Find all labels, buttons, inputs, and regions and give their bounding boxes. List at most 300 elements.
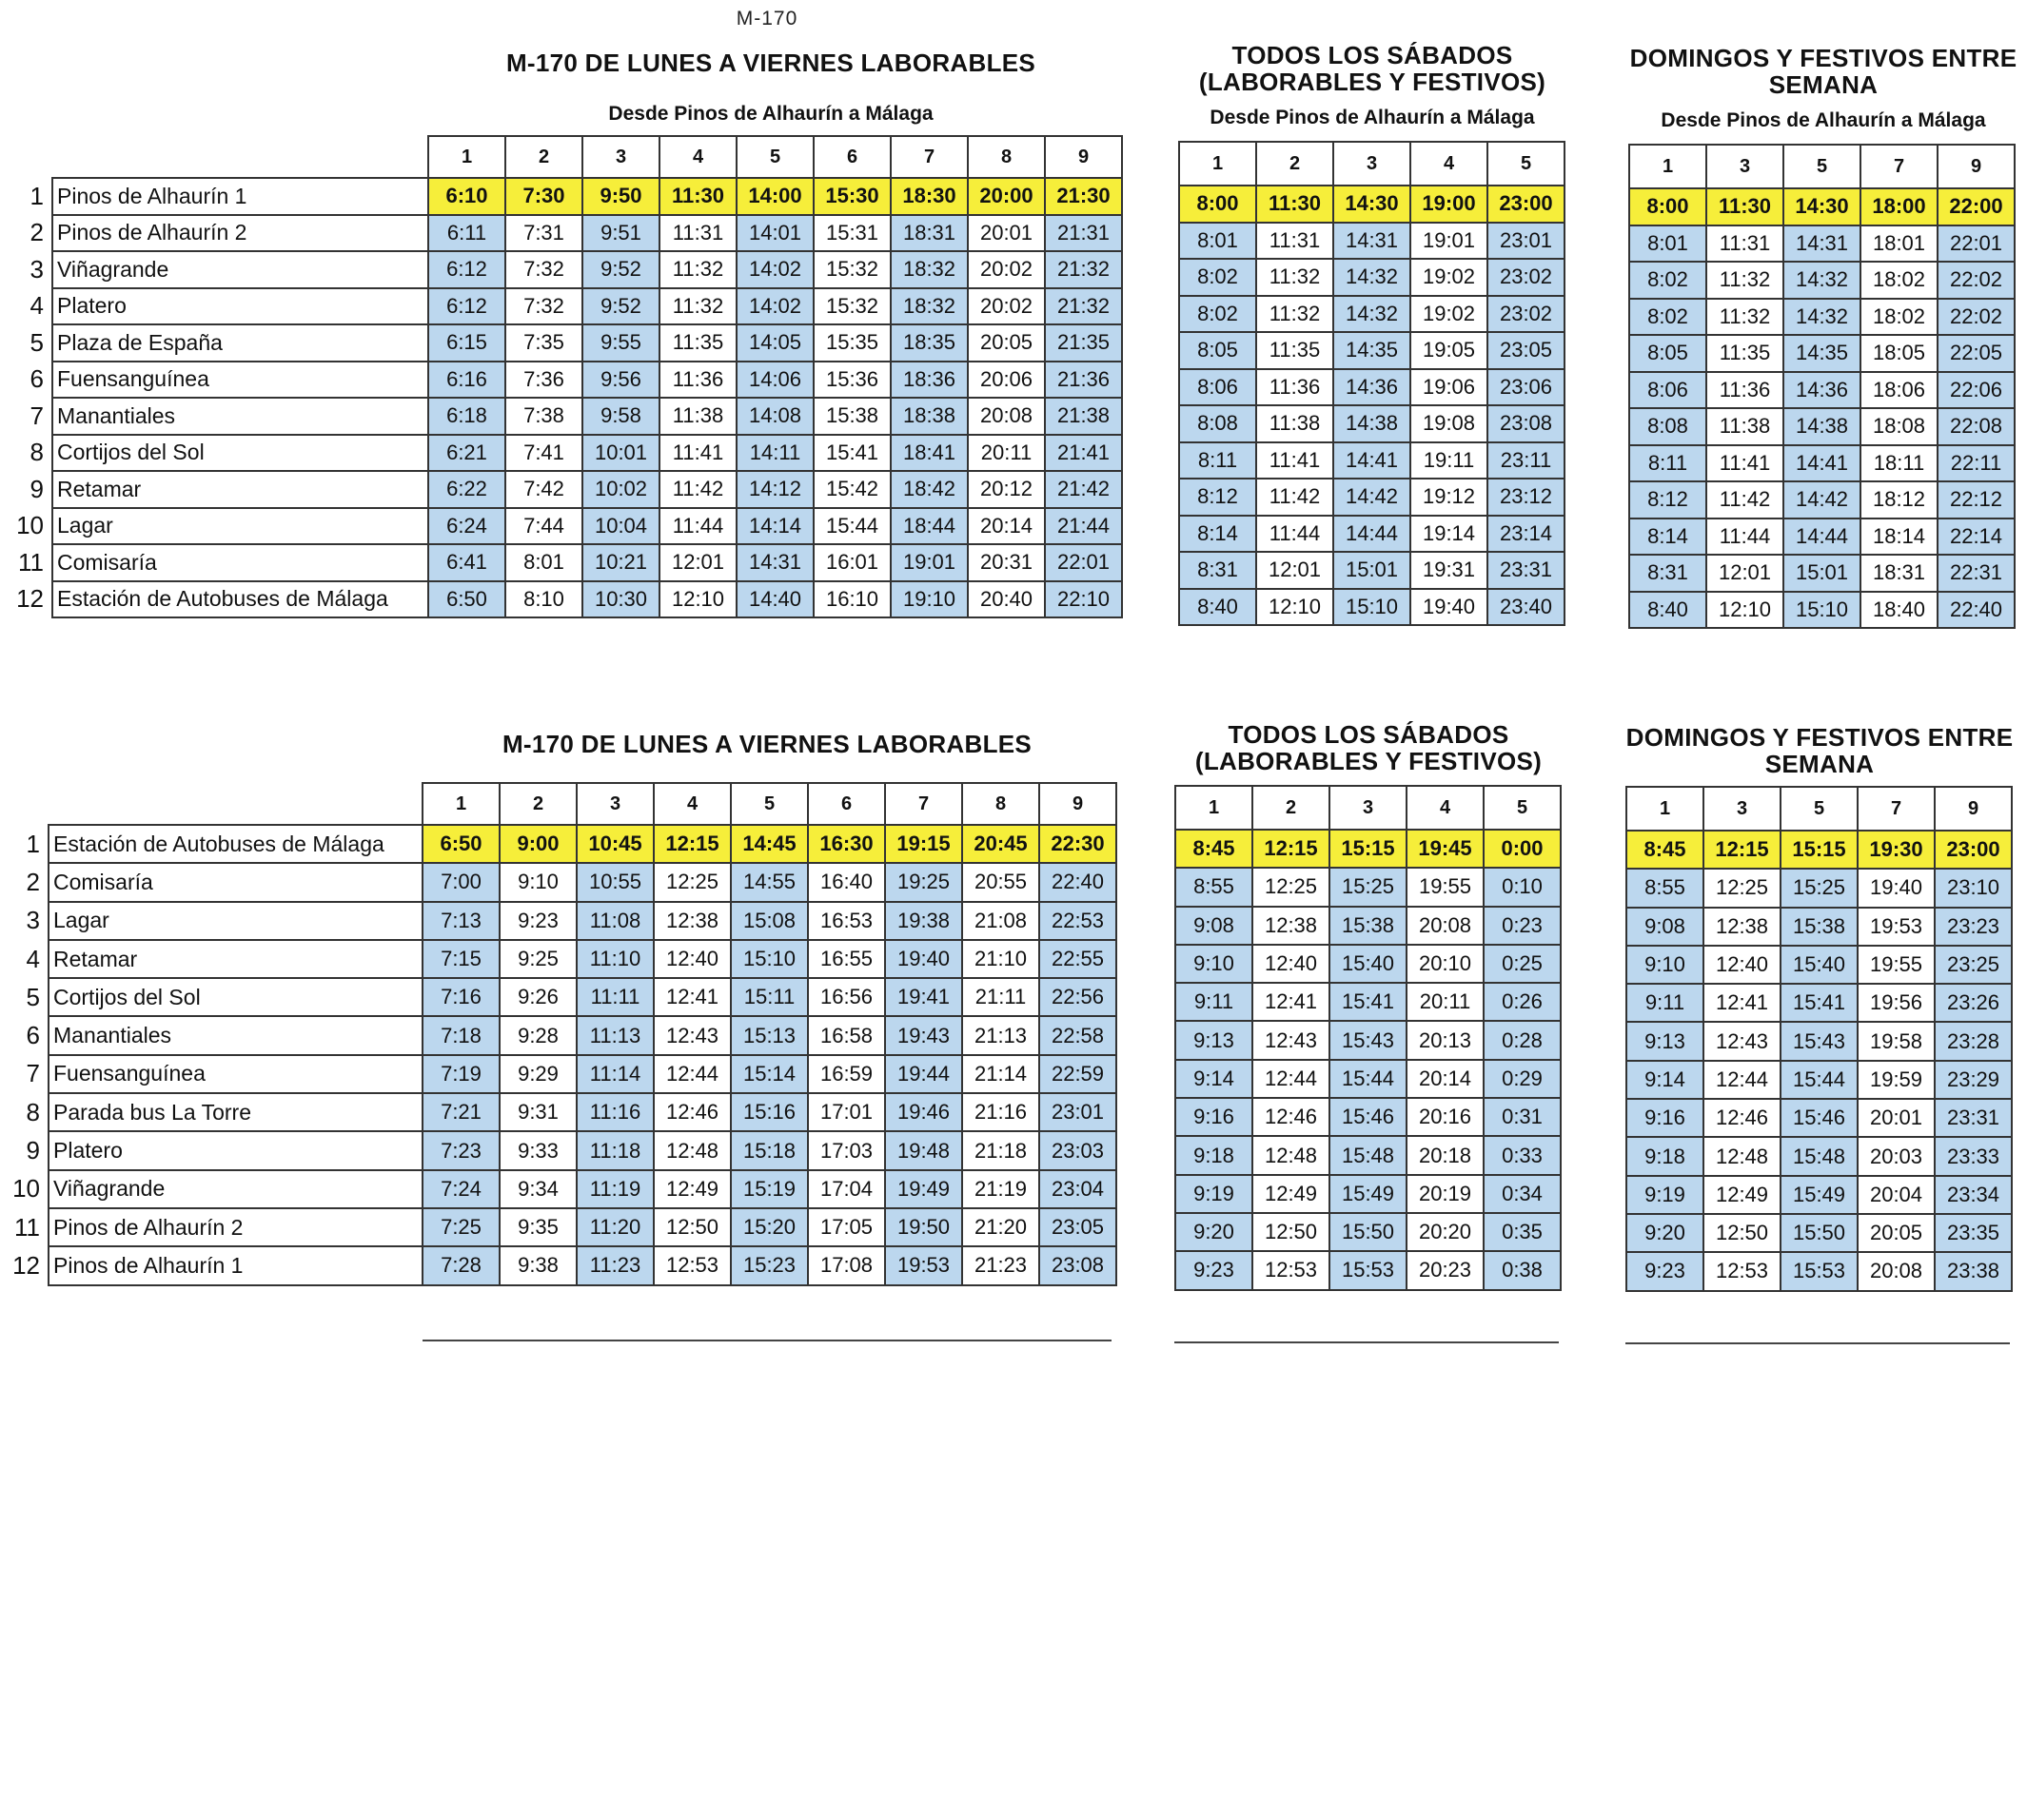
- departure-time: 19:15: [885, 825, 962, 863]
- departure-time: 20:03: [1858, 1137, 1935, 1175]
- departure-time: 11:31: [1256, 223, 1333, 260]
- departure-time: 12:38: [1252, 907, 1329, 945]
- departure-time: 15:42: [814, 471, 891, 508]
- departure-time: 23:05: [1487, 332, 1565, 369]
- departure-time: 17:04: [808, 1170, 885, 1208]
- departure-time: 8:11: [1629, 445, 1706, 482]
- departure-time: 15:49: [1329, 1175, 1407, 1213]
- departure-time: 0:29: [1484, 1060, 1561, 1098]
- departure-time: 19:40: [1858, 869, 1935, 907]
- stop-name: Parada bus La Torre: [49, 1093, 423, 1131]
- stop-number: 9: [30, 474, 44, 503]
- departure-time: 12:43: [1252, 1021, 1329, 1059]
- block-subtitle: Desde Pinos de Alhaurín a Málaga: [1661, 109, 1986, 131]
- departure-time: 9:52: [582, 288, 659, 325]
- title-out-weekday: [428, 49, 1113, 126]
- departure-time: 19:46: [885, 1093, 962, 1131]
- departure-time: 9:50: [582, 178, 659, 215]
- departure-time: 16:40: [808, 863, 885, 901]
- departure-time: 8:40: [1179, 589, 1256, 626]
- departure-time: 23:38: [1935, 1252, 2012, 1290]
- departure-time: 19:58: [1858, 1022, 1935, 1060]
- departure-time: 7:32: [505, 251, 582, 288]
- trip-column-header: 4: [659, 136, 737, 178]
- trip-column-header: 5: [731, 783, 808, 825]
- stop-name: Comisaría: [52, 544, 428, 581]
- stop-number: 8: [26, 1097, 40, 1126]
- departure-time: 19:08: [1410, 405, 1487, 442]
- table-row: [1626, 946, 2012, 984]
- table-row: [10, 178, 1122, 215]
- departure-time: 11:35: [1256, 332, 1333, 369]
- departure-time: 18:42: [891, 471, 968, 508]
- departure-time: 20:23: [1407, 1251, 1484, 1289]
- departure-time: 12:10: [1706, 592, 1783, 629]
- block-title-line2: SEMANA: [1768, 70, 1879, 99]
- departure-time: 11:42: [1706, 481, 1783, 519]
- departure-time: 20:01: [1858, 1099, 1935, 1137]
- departure-time: 15:08: [731, 902, 808, 940]
- departure-time: 19:40: [1410, 589, 1487, 626]
- departure-time: 0:35: [1484, 1213, 1561, 1251]
- departure-time: 23:08: [1487, 405, 1565, 442]
- departure-time: 15:53: [1329, 1251, 1407, 1289]
- departure-time: 21:32: [1045, 288, 1122, 325]
- departure-time: 23:00: [1487, 186, 1565, 223]
- trip-column-header: 5: [1487, 142, 1565, 186]
- table-row: [1175, 1175, 1561, 1213]
- departure-time: 7:25: [423, 1208, 500, 1246]
- departure-time: 12:38: [1703, 908, 1781, 946]
- stop-number: 4: [30, 291, 44, 321]
- stop-name: Viñagrande: [49, 1170, 423, 1208]
- departure-time: 11:36: [659, 362, 737, 399]
- departure-time: 8:02: [1629, 299, 1706, 336]
- departure-time: 23:33: [1935, 1137, 2012, 1175]
- departure-time: 9:13: [1175, 1021, 1252, 1059]
- departure-time: 7:44: [505, 508, 582, 545]
- departure-time: 8:40: [1629, 592, 1706, 629]
- departure-time: 14:32: [1333, 259, 1410, 296]
- departure-time: 20:11: [968, 435, 1045, 472]
- departure-time: 11:44: [1256, 516, 1333, 553]
- trip-column-header: 1: [1626, 787, 1703, 831]
- departure-time: 8:55: [1626, 869, 1703, 907]
- departure-time: 8:11: [1179, 442, 1256, 479]
- table-row: [1626, 1176, 2012, 1214]
- departure-time: 7:15: [423, 940, 500, 978]
- timetable: [1174, 785, 1562, 1291]
- block-title: DOMINGOS Y FESTIVOS ENTRE: [1625, 723, 2014, 752]
- departure-time: 12:44: [1703, 1061, 1781, 1099]
- departure-time: 21:13: [962, 1016, 1039, 1054]
- departure-time: 11:36: [1256, 369, 1333, 406]
- table-row: [1626, 908, 2012, 946]
- departure-time: 11:08: [577, 902, 654, 940]
- stop-number: 2: [30, 218, 44, 247]
- departure-time: 11:36: [1706, 372, 1783, 409]
- trip-column-header: 9: [1039, 783, 1116, 825]
- departure-time: 14:31: [1783, 225, 1860, 263]
- table-row: [10, 288, 1122, 325]
- departure-time: 9:28: [500, 1016, 577, 1054]
- departure-time: 6:11: [428, 215, 505, 252]
- departure-time: 15:50: [1329, 1213, 1407, 1251]
- departure-time: 21:44: [1045, 508, 1122, 545]
- trip-column-header: 1: [423, 783, 500, 825]
- table-row: [1629, 481, 2015, 519]
- stop-number: 1: [26, 829, 40, 858]
- table-row: [1179, 186, 1565, 223]
- departure-time: 22:58: [1039, 1016, 1116, 1054]
- departure-time: 8:02: [1179, 259, 1256, 296]
- departure-time: 23:35: [1935, 1214, 2012, 1252]
- departure-time: 20:14: [1407, 1060, 1484, 1098]
- trip-column-header: 6: [808, 783, 885, 825]
- departure-time: 12:38: [654, 902, 731, 940]
- stop-name: Pinos de Alhaurín 1: [49, 1246, 423, 1284]
- departure-time: 19:00: [1410, 186, 1487, 223]
- departure-time: 7:31: [505, 215, 582, 252]
- departure-time: 7:28: [423, 1246, 500, 1284]
- departure-time: 9:18: [1626, 1137, 1703, 1175]
- departure-time: 18:30: [891, 178, 968, 215]
- departure-time: 14:44: [1333, 516, 1410, 553]
- departure-time: 12:48: [1252, 1136, 1329, 1174]
- departure-time: 14:12: [737, 471, 814, 508]
- departure-time: 19:14: [1410, 516, 1487, 553]
- stop-name: Fuensanguínea: [49, 1055, 423, 1093]
- departure-time: 8:08: [1179, 405, 1256, 442]
- departure-time: 16:56: [808, 978, 885, 1016]
- stop-number: 4: [26, 944, 40, 973]
- table-row: [1629, 225, 2015, 263]
- departure-time: 19:55: [1858, 946, 1935, 984]
- table-row: [1629, 335, 2015, 372]
- trip-column-header: 5: [1484, 786, 1561, 830]
- departure-time: 18:00: [1860, 188, 1938, 225]
- departure-time: 16:30: [808, 825, 885, 863]
- departure-time: 20:08: [968, 398, 1045, 435]
- table-row: [1626, 1099, 2012, 1137]
- departure-time: 8:05: [1179, 332, 1256, 369]
- stop-number: 12: [16, 584, 44, 614]
- departure-time: 12:10: [1256, 589, 1333, 626]
- departure-time: 15:15: [1329, 830, 1407, 868]
- departure-time: 20:16: [1407, 1098, 1484, 1136]
- departure-time: 19:05: [1410, 332, 1487, 369]
- departure-time: 8:31: [1179, 552, 1256, 589]
- table-row: [1175, 983, 1561, 1021]
- departure-time: 15:40: [1781, 946, 1858, 984]
- departure-time: 23:25: [1935, 946, 2012, 984]
- departure-time: 7:19: [423, 1055, 500, 1093]
- departure-time: 20:55: [962, 863, 1039, 901]
- departure-time: 23:04: [1039, 1170, 1116, 1208]
- departure-time: 11:31: [1706, 225, 1783, 263]
- departure-time: 15:35: [814, 324, 891, 362]
- departure-time: 15:50: [1781, 1214, 1858, 1252]
- departure-time: 8:05: [1629, 335, 1706, 372]
- departure-time: 17:08: [808, 1246, 885, 1284]
- trip-column-header: 9: [1938, 145, 2015, 188]
- table-row: [1629, 519, 2015, 556]
- trip-column-header: 7: [1858, 787, 1935, 831]
- departure-time: 12:40: [654, 940, 731, 978]
- departure-time: 14:41: [1783, 445, 1860, 482]
- departure-time: 20:11: [1407, 983, 1484, 1021]
- departure-time: 14:02: [737, 288, 814, 325]
- trip-column-header: 2: [500, 783, 577, 825]
- table-row: [1179, 589, 1565, 626]
- departure-time: 9:31: [500, 1093, 577, 1131]
- timetable: [1178, 141, 1565, 626]
- departure-time: 21:14: [962, 1055, 1039, 1093]
- departure-time: 15:41: [1781, 984, 1858, 1022]
- departure-time: 19:59: [1858, 1061, 1935, 1099]
- block-title: M-170 DE LUNES A VIERNES LABORABLES: [505, 49, 1036, 77]
- departure-time: 9:00: [500, 825, 577, 863]
- departure-time: 21:18: [962, 1131, 1039, 1169]
- departure-time: 11:41: [1256, 442, 1333, 479]
- departure-time: 9:13: [1626, 1022, 1703, 1060]
- departure-time: 7:41: [505, 435, 582, 472]
- trip-column-header: 5: [1783, 145, 1860, 188]
- departure-time: 9:38: [500, 1246, 577, 1284]
- stop-number: 3: [30, 254, 44, 284]
- departure-time: 9:56: [582, 362, 659, 399]
- departure-time: 6:18: [428, 398, 505, 435]
- signature-line: [1625, 1342, 2010, 1344]
- departure-time: 21:11: [962, 978, 1039, 1016]
- departure-time: 8:02: [1629, 262, 1706, 299]
- header-blank: [10, 136, 52, 178]
- departure-time: 0:26: [1484, 983, 1561, 1021]
- departure-time: 9:08: [1626, 908, 1703, 946]
- departure-time: 20:08: [1407, 907, 1484, 945]
- departure-time: 15:43: [1329, 1021, 1407, 1059]
- stop-number: 5: [26, 982, 40, 1011]
- departure-time: 8:12: [1179, 479, 1256, 516]
- departure-time: 23:08: [1039, 1246, 1116, 1284]
- table-row: [10, 544, 1122, 581]
- timetable: [6, 782, 1117, 1286]
- departure-time: 6:50: [423, 825, 500, 863]
- table-row: [1175, 1098, 1561, 1136]
- departure-time: 9:18: [1175, 1136, 1252, 1174]
- table-row: [10, 362, 1122, 399]
- departure-time: 8:08: [1629, 408, 1706, 445]
- stop-name: Platero: [52, 288, 428, 325]
- departure-time: 9:08: [1175, 907, 1252, 945]
- departure-time: 11:31: [659, 215, 737, 252]
- departure-time: 23:34: [1935, 1176, 2012, 1214]
- title-out-saturday: [1178, 42, 1566, 129]
- departure-time: 23:05: [1039, 1208, 1116, 1246]
- departure-time: 14:42: [1783, 481, 1860, 519]
- departure-time: 10:01: [582, 435, 659, 472]
- departure-time: 0:10: [1484, 868, 1561, 906]
- departure-time: 23:26: [1935, 984, 2012, 1022]
- stop-name: Lagar: [52, 508, 428, 545]
- departure-time: 0:23: [1484, 907, 1561, 945]
- departure-time: 22:00: [1938, 188, 2015, 225]
- table-row: [1179, 332, 1565, 369]
- table-row: [1629, 372, 2015, 409]
- departure-time: 14:08: [737, 398, 814, 435]
- trip-column-header: 6: [814, 136, 891, 178]
- stop-number: 11: [18, 547, 44, 577]
- departure-time: 15:19: [731, 1170, 808, 1208]
- departure-time: 8:00: [1629, 188, 1706, 225]
- departure-time: 15:31: [814, 215, 891, 252]
- header-row: [1179, 142, 1565, 186]
- departure-time: 14:36: [1333, 369, 1410, 406]
- departure-time: 12:25: [1252, 868, 1329, 906]
- departure-time: 15:14: [731, 1055, 808, 1093]
- departure-time: 15:23: [731, 1246, 808, 1284]
- stop-name: Cortijos del Sol: [49, 978, 423, 1016]
- table-row: [1626, 1252, 2012, 1290]
- departure-time: 18:01: [1860, 225, 1938, 263]
- departure-time: 9:10: [500, 863, 577, 901]
- departure-time: 6:22: [428, 471, 505, 508]
- stop-name: Estación de Autobuses de Málaga: [49, 825, 423, 863]
- departure-time: 11:30: [1256, 186, 1333, 223]
- departure-time: 15:46: [1329, 1098, 1407, 1136]
- stop-number: 9: [26, 1136, 40, 1165]
- departure-time: 18:44: [891, 508, 968, 545]
- departure-time: 19:55: [1407, 868, 1484, 906]
- departure-time: 18:02: [1860, 299, 1938, 336]
- departure-time: 9:51: [582, 215, 659, 252]
- departure-time: 11:42: [659, 471, 737, 508]
- departure-time: 9:29: [500, 1055, 577, 1093]
- departure-time: 7:24: [423, 1170, 500, 1208]
- departure-time: 12:46: [1252, 1098, 1329, 1136]
- table-row: [1626, 1214, 2012, 1252]
- departure-time: 17:03: [808, 1131, 885, 1169]
- page-label: M-170: [736, 8, 798, 29]
- departure-time: 20:31: [968, 544, 1045, 581]
- departure-time: 21:42: [1045, 471, 1122, 508]
- table-row: [6, 1093, 1116, 1131]
- departure-time: 9:35: [500, 1208, 577, 1246]
- departure-time: 15:01: [1783, 555, 1860, 592]
- departure-time: 15:43: [1781, 1022, 1858, 1060]
- departure-time: 11:11: [577, 978, 654, 1016]
- departure-time: 15:44: [814, 508, 891, 545]
- departure-time: 19:49: [885, 1170, 962, 1208]
- departure-time: 15:32: [814, 288, 891, 325]
- departure-time: 7:42: [505, 471, 582, 508]
- departure-time: 18:31: [891, 215, 968, 252]
- departure-time: 12:48: [1703, 1137, 1781, 1175]
- departure-time: 9:26: [500, 978, 577, 1016]
- departure-time: 11:30: [1706, 188, 1783, 225]
- departure-time: 7:23: [423, 1131, 500, 1169]
- stop-number: 5: [30, 327, 44, 357]
- trip-column-header: 5: [737, 136, 814, 178]
- stop-name: Plaza de España: [52, 324, 428, 362]
- departure-time: 7:13: [423, 902, 500, 940]
- header-blank: [49, 783, 423, 825]
- departure-time: 6:12: [428, 288, 505, 325]
- departure-time: 17:05: [808, 1208, 885, 1246]
- stop-name: Fuensanguínea: [52, 362, 428, 399]
- departure-time: 7:32: [505, 288, 582, 325]
- stop-number: 1: [30, 181, 44, 210]
- table-row: [6, 1131, 1116, 1169]
- departure-time: 14:45: [731, 825, 808, 863]
- departure-time: 20:19: [1407, 1175, 1484, 1213]
- departure-time: 18:31: [1860, 555, 1938, 592]
- departure-time: 11:16: [577, 1093, 654, 1131]
- departure-time: 23:10: [1935, 869, 2012, 907]
- table-row: [1626, 1061, 2012, 1099]
- departure-time: 0:25: [1484, 945, 1561, 983]
- departure-time: 7:36: [505, 362, 582, 399]
- departure-time: 10:55: [577, 863, 654, 901]
- departure-time: 10:02: [582, 471, 659, 508]
- departure-time: 8:45: [1175, 830, 1252, 868]
- departure-time: 9:11: [1626, 984, 1703, 1022]
- header-row: [6, 783, 1116, 825]
- block-title: M-170 DE LUNES A VIERNES LABORABLES: [502, 730, 1033, 758]
- departure-time: 22:40: [1039, 863, 1116, 901]
- departure-time: 22:02: [1938, 262, 2015, 299]
- departure-time: 19:10: [891, 581, 968, 618]
- departure-time: 8:31: [1629, 555, 1706, 592]
- departure-time: 9:55: [582, 324, 659, 362]
- departure-time: 11:32: [1706, 262, 1783, 299]
- stop-name: Viñagrande: [52, 251, 428, 288]
- trip-column-header: 8: [962, 783, 1039, 825]
- table-row: [1629, 592, 2015, 629]
- table-row: [1175, 1021, 1561, 1059]
- table-row: [1626, 1022, 2012, 1060]
- departure-time: 12:43: [1703, 1022, 1781, 1060]
- trip-column-header: 3: [1329, 786, 1407, 830]
- table-row: [1179, 259, 1565, 296]
- departure-time: 23:06: [1487, 369, 1565, 406]
- stop-number: 10: [12, 1174, 40, 1204]
- departure-time: 18:14: [1860, 519, 1938, 556]
- departure-time: 21:30: [1045, 178, 1122, 215]
- departure-time: 19:40: [885, 940, 962, 978]
- table-row: [1179, 442, 1565, 479]
- departure-time: 14:14: [737, 508, 814, 545]
- title-ret-weekday: [424, 731, 1110, 757]
- trip-column-header: 4: [654, 783, 731, 825]
- departure-time: 12:41: [1252, 983, 1329, 1021]
- departure-time: 15:10: [1783, 592, 1860, 629]
- departure-time: 15:32: [814, 251, 891, 288]
- departure-time: 15:18: [731, 1131, 808, 1169]
- departure-time: 20:13: [1407, 1021, 1484, 1059]
- departure-time: 18:11: [1860, 445, 1938, 482]
- trip-column-header: 2: [1252, 786, 1329, 830]
- departure-time: 7:16: [423, 978, 500, 1016]
- departure-time: 16:55: [808, 940, 885, 978]
- departure-time: 22:56: [1039, 978, 1116, 1016]
- departure-time: 19:01: [891, 544, 968, 581]
- departure-time: 22:01: [1938, 225, 2015, 263]
- block-title: TODOS LOS SÁBADOS: [1231, 41, 1513, 69]
- signature-line: [423, 1340, 1112, 1341]
- table-row: [6, 940, 1116, 978]
- trip-column-header: 7: [1860, 145, 1938, 188]
